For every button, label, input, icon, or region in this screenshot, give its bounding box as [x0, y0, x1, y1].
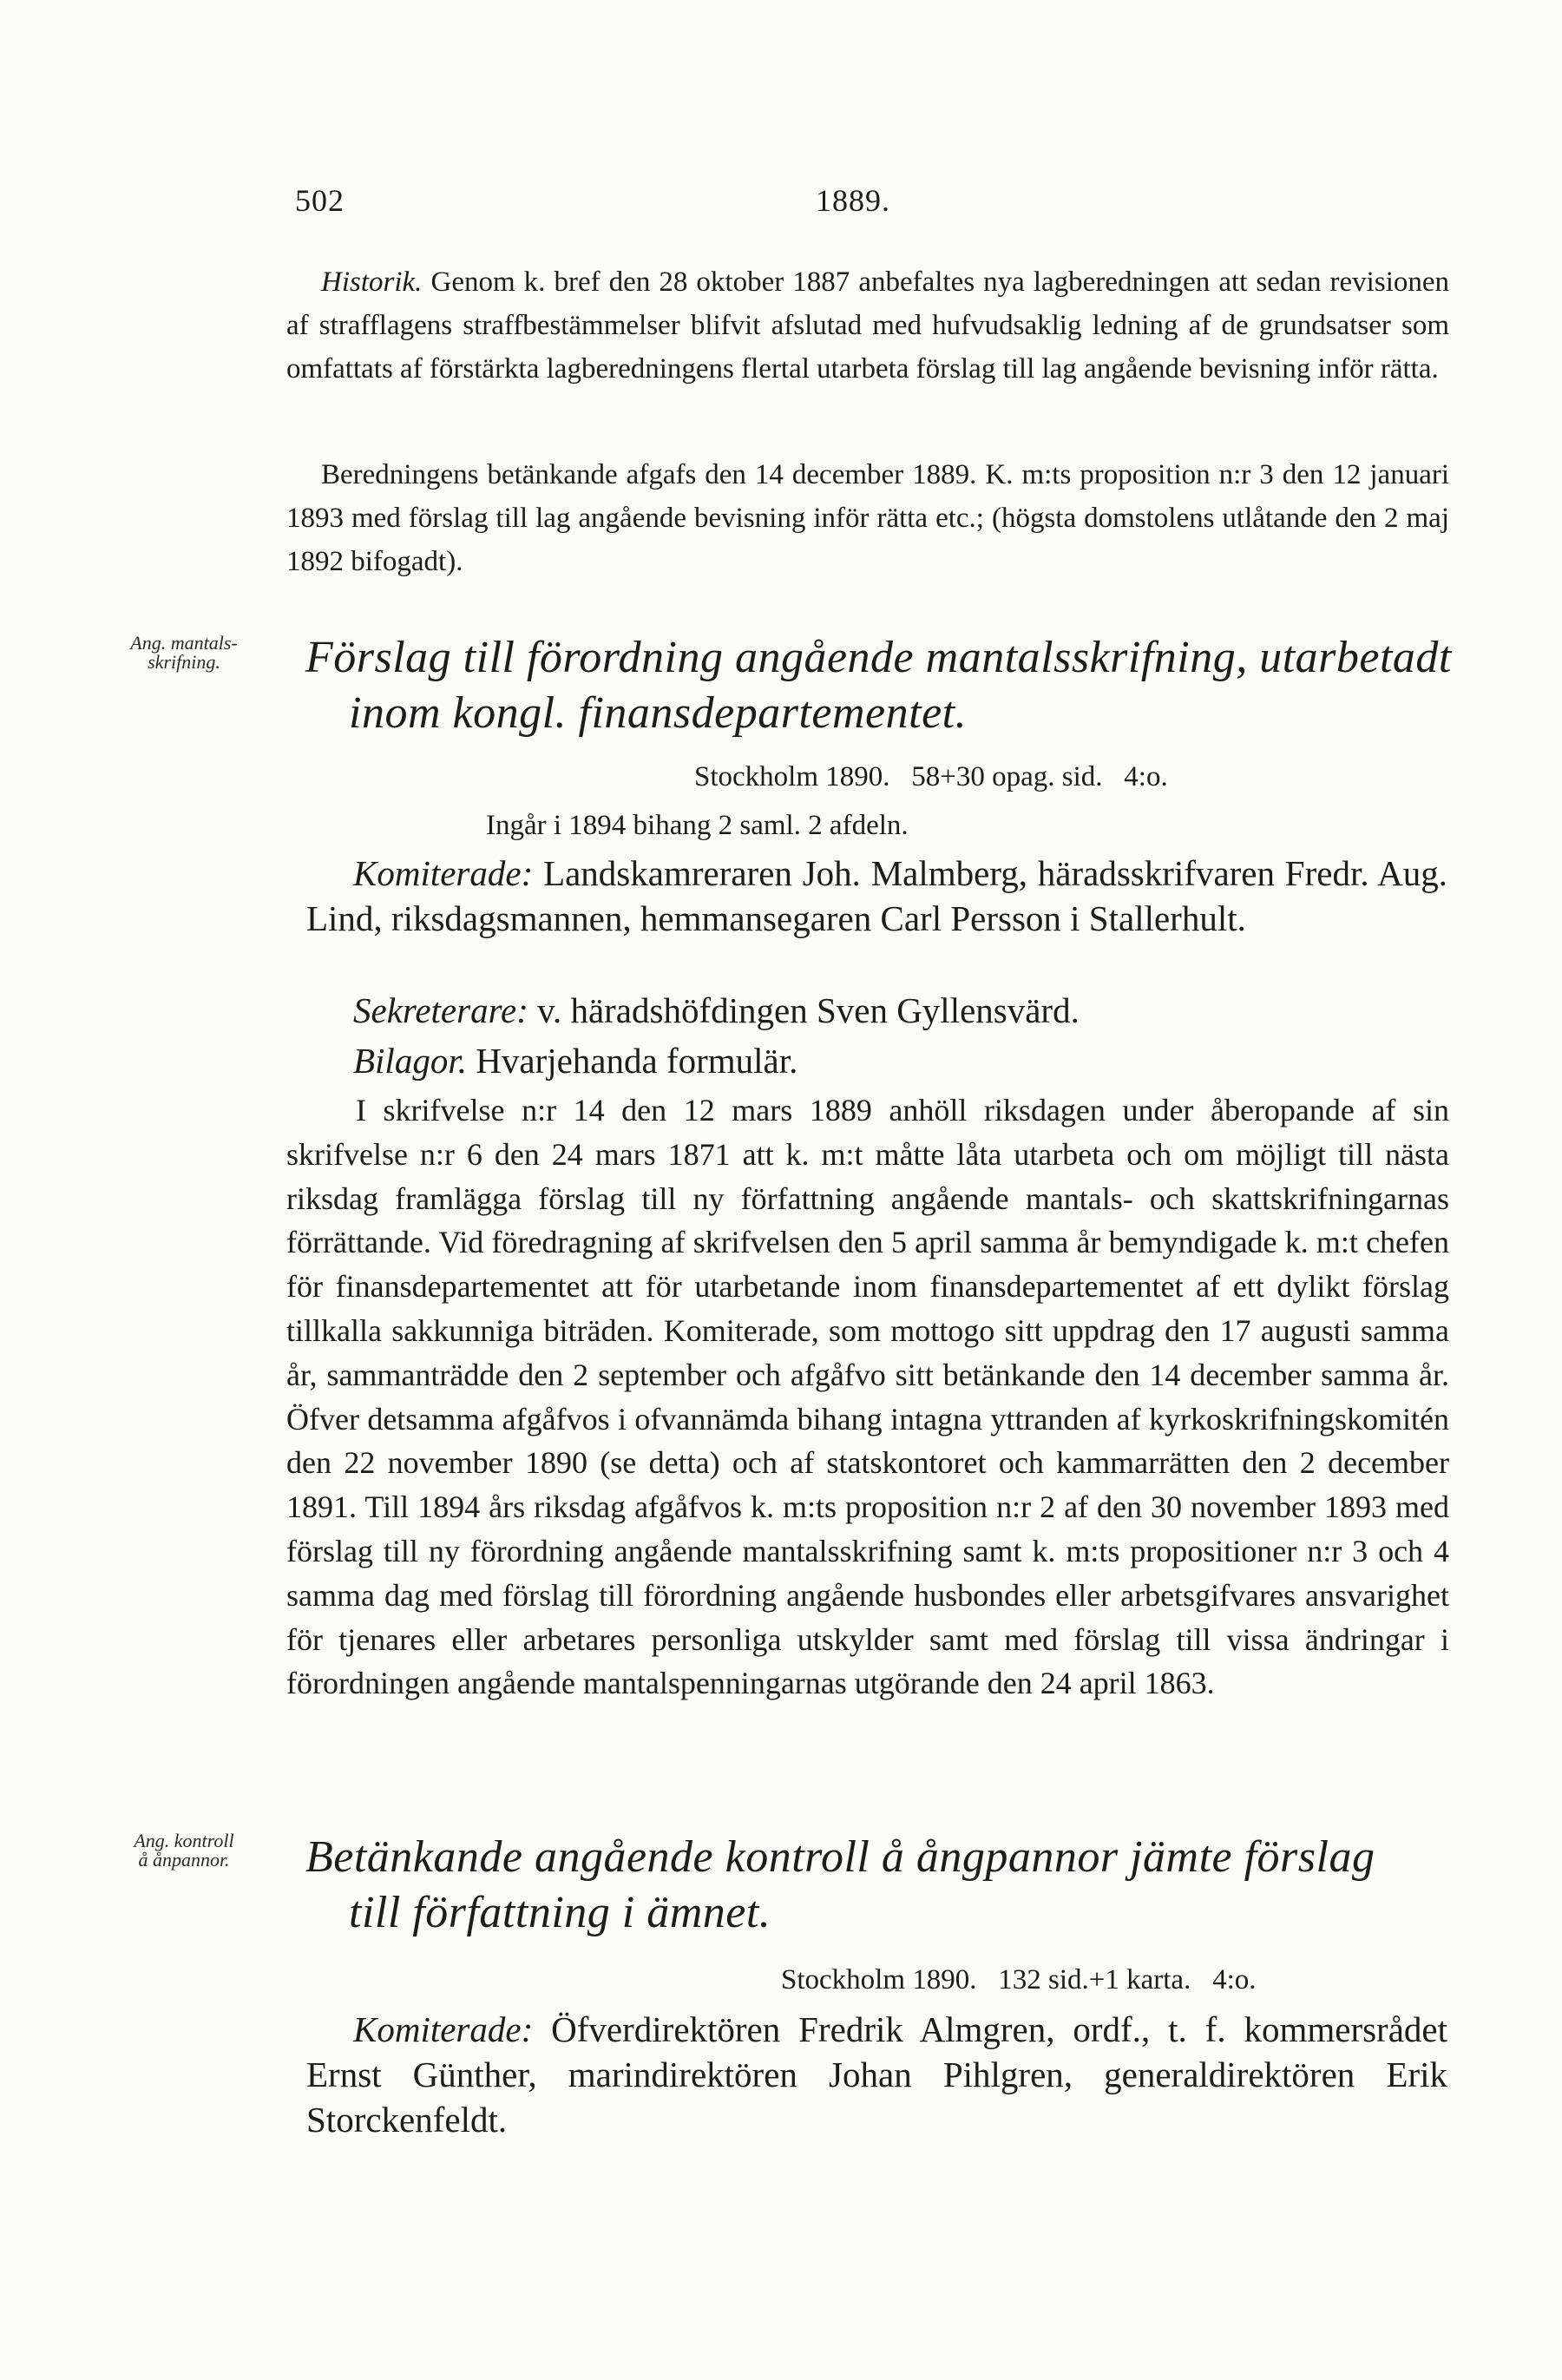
committee-label: Komiterade:	[353, 2009, 534, 2049]
publication-info: Stockholm 1890. 132 sid.+1 karta. 4:o.	[781, 1964, 1257, 1995]
margin-note-mantalsskrifning	[97, 634, 271, 672]
entry-title-angpannor	[305, 1830, 1486, 1941]
secretary-text: v. häradshöfdingen Sven Gyllensvärd.	[537, 990, 1080, 1030]
historik-text: Genom k. bref den 28 oktober 1887 anbefaltes nya lagberedningen att sedan revisionen af strafflagens straffbestämmelser blifvit afslutad med hufvudsaklig ledning af de grundsatser som omfattats af förstärkta lagberedningens flertal utarbeta förslag till lag angående bevisning inför rätta.	[286, 266, 1450, 385]
committee-text: Öfverdirektören Fredrik Almgren, ordf., t. f. kommersrådet Ernst Günther, marindirektören Johan Pihlgren, generaldirektören Erik Storckenfeldt.	[306, 2009, 1447, 2140]
entry-body-mantalsskrifning: I skrifvelse n:r 14 den 12 mars 1889 anhöll riksdagen under åberopande af sin skrifvelse n:r 6 den 24 mars 1871 att k. m:t måtte låta utarbeta och om möjligt till nästa riksdag framlägga förslag till ny författning angående mantals- och skattskrifningarnas förrättande. Vid föredragning af skrifvelsen den 5 april samma år bemyndigade k. m:t chefen för finansdepartementet att för utarbetande inom finansdepartementet af ett dylikt förslag tillkalla sakkunniga biträden. Komiterade, som mottogo sitt uppdrag den 17 augusti samma år, sammanträdde den 2 september och afgåfvo sitt betänkande den 14 december samma år. Öfver detsamma afgåfvos i ofvannämda bihang intagna yttranden af kyrkoskrifningskomitén den 22 november 1890 (se detta) och af statskontoret och kammarrätten den 2 december 1891. Till 1894 års riksdag afgåfvos k. m:ts proposition n:r 2 af den 30 november 1893 med förslag till ny förordning angående mantalsskrifning samt k. m:ts propositioner n:r 3 och 4 samma dag med förslag till förordning angående husbondes eller arbetsgifvares ansvarighet för tjenares eller arbetares personliga utskylder samt med förslag till vissa ändringar i förordningen angående mantalspenningarnas utgörande den 24 april 1863.	[286, 1093, 1449, 1701]
committee-text: Landskamreraren Joh. Malmberg, häradsskrifvaren Fredr. Aug. Lind, riksdagsmannen, hemmansegaren Carl Persson i Stallerhult.	[306, 853, 1447, 938]
page-number: 502	[295, 183, 345, 218]
appendix-line	[353, 1038, 1447, 1083]
committee-paragraph	[306, 851, 1447, 941]
margin-note-line: skrifning.	[148, 651, 220, 673]
margin-note-line: å ånpannor.	[138, 1849, 230, 1870]
entry-title-mantalsskrifning	[305, 630, 1486, 741]
historik-paragraph	[286, 260, 1449, 391]
appendix-label: Bilagor.	[353, 1041, 467, 1081]
entry-title-line: Betänkande angående kontroll å ångpannor jämte förslag	[305, 1832, 1375, 1882]
committee-label: Komiterade:	[353, 853, 534, 893]
historik-label: Historik.	[321, 266, 423, 298]
publication-info: Stockholm 1890. 58+30 opag. sid. 4:o.	[694, 761, 1168, 792]
margin-note-line: Ang. mantals-	[130, 632, 238, 654]
historik-paragraph-2: Beredningens betänkande afgafs den 14 december 1889. K. m:ts proposition n:r 3 den 12 januari 1893 med förslag till lag angående bevisning inför rätta etc.; (högsta domstolens utlåtande den 2 maj 1892 bifogadt).	[286, 459, 1449, 577]
entry-title-line: till författning i ämnet.	[349, 1888, 771, 1937]
secretary-label: Sekreterare:	[353, 990, 528, 1030]
margin-note-line: Ang. kontroll	[134, 1830, 234, 1851]
margin-note-angpannor	[97, 1831, 271, 1870]
committee-paragraph-angpannor	[306, 2007, 1447, 2142]
entry-title-line: Förslag till förordning angående mantalsskrifning, utarbetadt	[305, 633, 1452, 682]
entry-title-line: inom kongl. finansdepartementet.	[349, 688, 968, 738]
secretary-line	[353, 988, 1447, 1033]
appendix-text: Hvarjehanda formulär.	[476, 1041, 798, 1081]
header-year: 1889.	[816, 183, 890, 218]
included-note: Ingår i 1894 bihang 2 saml. 2 afdeln.	[486, 810, 909, 841]
